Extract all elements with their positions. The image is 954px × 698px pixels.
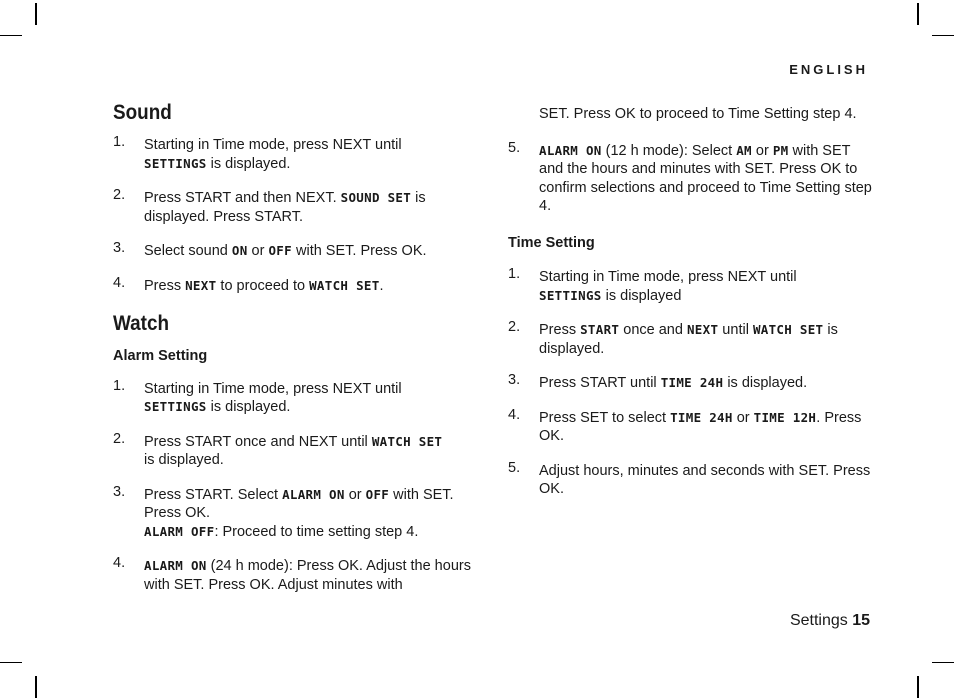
- step-text: with SET. Press OK.: [291, 243, 427, 259]
- step-number: 4.: [113, 274, 126, 291]
- continued-text: [508, 105, 873, 124]
- step-text: (24 h mode): Press OK. Adjust the hours with SET. Press OK. Adjust minutes with: [144, 558, 471, 593]
- step-text: Press: [144, 277, 186, 294]
- step-text: is displayed.: [723, 375, 808, 391]
- step-number: 1.: [508, 266, 521, 282]
- list-item: [113, 377, 473, 417]
- footer-section: Settings: [789, 612, 848, 629]
- time-setting-subheading: Time Setting: [508, 234, 595, 251]
- crop-mark: [932, 35, 954, 36]
- crop-mark: [917, 3, 919, 25]
- display-text: SETTINGS: [539, 287, 602, 303]
- list-item: [508, 139, 873, 216]
- step-text: once and: [619, 322, 687, 338]
- display-text: WATCH SET: [309, 277, 380, 293]
- crop-mark: [0, 662, 22, 663]
- display-text: OFF: [268, 243, 292, 258]
- step-text: until: [718, 322, 753, 338]
- display-text: PM: [772, 142, 789, 158]
- list-item: [508, 406, 873, 446]
- step-number: 2.: [113, 430, 126, 447]
- display-text: OFF: [365, 486, 390, 502]
- crop-mark: [35, 676, 37, 698]
- step-text: is displayed. Press START.: [144, 190, 426, 225]
- step-text: Starting in Time mode, press NEXT until: [144, 137, 402, 153]
- step-text: Starting in Time mode, press NEXT until: [144, 380, 402, 397]
- display-text: WATCH SET: [752, 322, 824, 337]
- step-text: or: [344, 486, 366, 503]
- list-item: [113, 242, 473, 261]
- display-text: ALARM ON: [144, 558, 207, 573]
- crop-mark: [932, 662, 954, 663]
- display-text: START: [580, 322, 620, 337]
- step-text: Adjust hours, minutes and seconds with SET. Press OK.: [539, 462, 871, 497]
- step-text: with SET and the hours and minutes with SET. Press OK to confirm selections and proceed to Time Setting step 4.: [539, 142, 872, 214]
- step-text: SET. Press OK to proceed to Time Setting step 4.: [539, 106, 857, 122]
- step-text: Press START once and NEXT until: [144, 433, 372, 450]
- display-text: TIME 24H: [670, 409, 733, 425]
- step-number: 2.: [113, 187, 126, 203]
- list-item: [113, 274, 473, 296]
- right-column: [508, 105, 873, 515]
- step-text: is displayed.: [539, 322, 838, 357]
- list-item: [508, 321, 873, 358]
- left-column: [113, 100, 473, 610]
- crop-mark: [35, 3, 37, 25]
- language-label: ENGLISH: [789, 62, 868, 77]
- display-text: TIME 12H: [753, 409, 817, 425]
- step-number: 3.: [113, 240, 126, 256]
- display-text: NEXT: [185, 277, 217, 293]
- page-number: 15: [852, 612, 870, 629]
- step-text: to proceed to: [216, 277, 310, 294]
- step-text: or: [247, 243, 269, 259]
- list-item: [508, 268, 873, 305]
- display-text: NEXT: [686, 322, 719, 337]
- step-text: Press START. Select: [144, 486, 283, 503]
- display-text: TIME 24H: [660, 375, 724, 390]
- step-number: 3.: [508, 372, 521, 388]
- step-number: 4.: [508, 406, 521, 423]
- sound-heading: Sound: [113, 101, 172, 124]
- step-text: Press START and then NEXT.: [144, 190, 341, 206]
- step-text: : Proceed to time setting step 4.: [214, 523, 419, 540]
- list-item: [508, 374, 873, 393]
- step-text: is displayed.: [206, 399, 291, 415]
- list-item: [508, 459, 873, 499]
- crop-mark: [917, 676, 919, 698]
- step-number: 1.: [113, 377, 126, 394]
- step-text: Press SET to select: [539, 409, 671, 426]
- step-text: or: [751, 142, 773, 159]
- step-number: 5.: [508, 459, 521, 476]
- step-text: Press START until: [539, 375, 661, 391]
- list-item: [113, 189, 473, 226]
- list-item: [113, 136, 473, 173]
- step-text: is displayed.: [206, 155, 291, 172]
- watch-heading: Watch: [113, 312, 170, 335]
- step-number: 3.: [113, 483, 126, 500]
- step-number: 4.: [113, 555, 126, 571]
- step-number: 2.: [508, 319, 521, 335]
- step-number: 1.: [113, 134, 126, 150]
- list-item: [113, 483, 473, 542]
- step-text: or: [732, 409, 754, 426]
- alarm-setting-subheading: Alarm Setting: [113, 348, 208, 364]
- display-text: SETTINGS: [144, 399, 207, 414]
- time-steps: [508, 268, 873, 499]
- alarm-steps: [113, 377, 473, 595]
- step-text: with SET. Press OK.: [144, 486, 454, 521]
- step-number: 5.: [508, 139, 521, 156]
- list-item: [113, 557, 473, 594]
- step-text: is displayed.: [144, 452, 224, 468]
- step-text: Select sound: [144, 243, 232, 259]
- step-text: Starting in Time mode, press NEXT until: [539, 269, 797, 285]
- display-text: WATCH SET: [371, 433, 443, 449]
- step-text: (12 h mode): Select: [601, 142, 737, 159]
- display-text: ALARM ON: [282, 486, 345, 502]
- display-text: ALARM OFF: [144, 523, 215, 539]
- step-text: is displayed: [601, 287, 682, 304]
- page-footer: [790, 612, 870, 630]
- display-text: AM: [736, 142, 752, 158]
- display-text: SOUND SET: [340, 190, 412, 205]
- step-text: .: [379, 277, 384, 294]
- list-item: [113, 430, 473, 470]
- display-text: ALARM ON: [539, 142, 602, 158]
- display-text: ON: [231, 243, 248, 258]
- crop-mark: [0, 35, 22, 36]
- step-text: Press: [539, 322, 581, 338]
- step-text: . Press OK.: [539, 409, 862, 444]
- sound-steps: [113, 136, 473, 295]
- display-text: SETTINGS: [144, 155, 207, 171]
